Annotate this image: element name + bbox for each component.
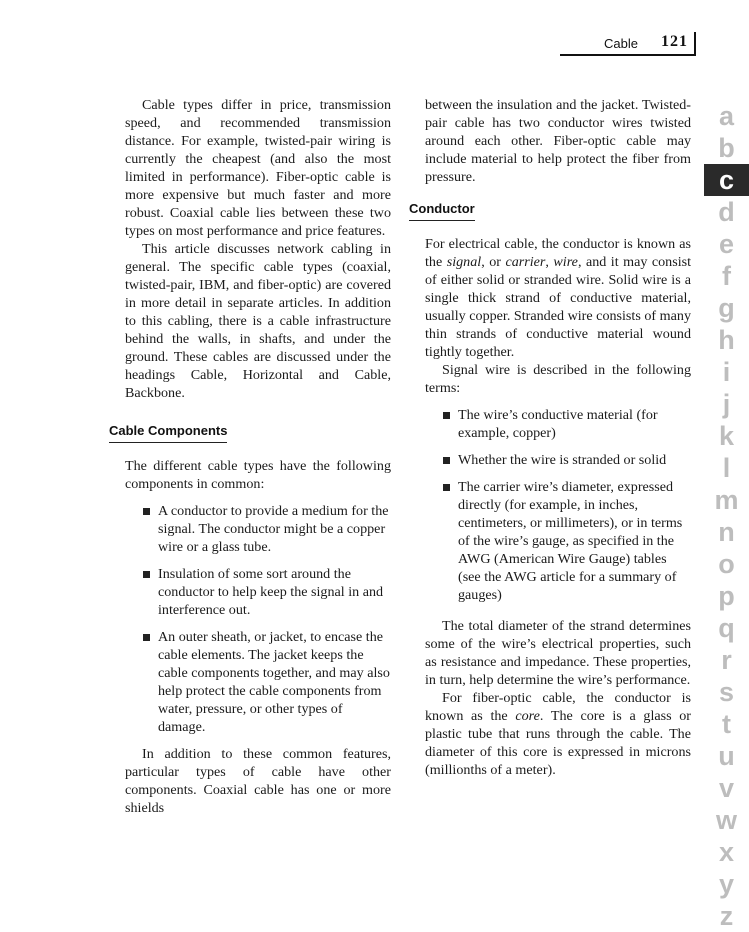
cable-components-heading: Cable Components	[109, 422, 227, 443]
thumb-index-letter-x: x	[718, 837, 735, 867]
thumb-index-letter-r: r	[721, 645, 732, 675]
thumb-index-letter-d: d	[718, 197, 735, 227]
running-header	[560, 32, 696, 56]
thumb-index-letter-h: h	[718, 325, 735, 355]
thumb-index-letter-e: e	[718, 229, 735, 259]
list-item: An outer sheath, or jacket, to encase the cable elements. The jacket keeps the cable components together, and may also help protect the cable components from water, pressure, or other types of damage.	[109, 628, 391, 736]
thumb-index-letter-i: i	[722, 357, 731, 387]
thumb-index-letter-c: c	[704, 164, 749, 196]
thumb-index-letter-t: t	[722, 709, 731, 739]
conductor-paragraph-2: Signal wire is described in the following terms:	[425, 362, 691, 396]
components-tail: In addition to these common features, particular types of cable have other components. Coaxial cable has one or more shields	[125, 746, 391, 816]
intro-paragraph-2: This article discusses network cabling in general. The specific cable types (coaxial, twisted-pair, IBM, and fiber-optic) are covered in more detail in separate articles. In addition to this cabling, there is a cable infrastructure behind the walls, in shafts, and under the ground. These cables are discussed under the headings Cable, Horizontal and Cable, Backbone.	[125, 241, 391, 401]
thumb-index	[704, 100, 749, 932]
thumb-index-letter-q: q	[718, 613, 735, 643]
right-column	[409, 96, 691, 779]
thumb-index-letter-v: v	[718, 773, 735, 803]
list-item: Insulation of some sort around the conductor to help keep the signal in and interference out.	[109, 565, 391, 619]
components-list	[109, 502, 391, 736]
thumb-index-letter-b: b	[718, 133, 735, 163]
thumb-index-letter-l: l	[722, 453, 731, 483]
thumb-index-letter-g: g	[718, 293, 735, 323]
list-item: A conductor to provide a medium for the signal. The conductor might be a copper wire or a glass tube.	[109, 502, 391, 556]
list-item: The carrier wire’s diameter, expressed directly (for example, in inches, centimeters, or millimeters), or in terms of the wire’s gauge, as specified in the AWG (American Wire Gauge) tables (see the AWG article for a summary of gauges)	[409, 478, 691, 604]
section-title: Cable	[604, 36, 638, 51]
list-item: The wire’s conductive material (for example, copper)	[409, 406, 691, 442]
signal-wire-terms-list	[409, 406, 691, 604]
thumb-index-letter-a: a	[718, 101, 735, 131]
thumb-index-letter-w: w	[715, 805, 737, 835]
page-number: 121	[661, 33, 688, 50]
conductor-heading: Conductor	[409, 200, 475, 221]
continued-paragraph: between the insulation and the jacket. Twisted-pair cable has two conductor wires twisted around each other. Fiber-optic cable may include material to help protect the fiber from pressure.	[425, 97, 691, 185]
conductor-paragraph-1: For electrical cable, the conductor is known as the signal, or carrier, wire, and it may consist of either solid or stranded wire. Solid wire is a single thick strand of conductive material, usually copper. Stranded wire consists of many thin strands of conductive material wound tightly together.	[425, 236, 692, 360]
conductor-paragraph-3: The total diameter of the strand determines some of the wire’s electrical properties, such as resistance and impedance. These properties, in turn, help determine the wire’s performance.	[425, 618, 691, 688]
thumb-index-letter-n: n	[718, 517, 735, 547]
intro-paragraph-1: Cable types differ in price, transmission speed, and recommended transmission distance. For example, twisted-pair wiring is currently the cheapest (and also the most limited in performance). Fiber-optic cable is more expensive but much faster and more robust. Coaxial cable lies between these two types on most performance and price features.	[125, 97, 391, 239]
thumb-index-letter-y: y	[718, 869, 735, 899]
components-intro: The different cable types have the following components in common:	[125, 458, 391, 492]
left-column	[109, 96, 391, 817]
thumb-index-letter-m: m	[714, 485, 739, 515]
thumb-index-letter-s: s	[718, 677, 735, 707]
thumb-index-letter-k: k	[718, 421, 735, 451]
thumb-index-letter-o: o	[718, 549, 735, 579]
thumb-index-letter-u: u	[718, 741, 735, 771]
thumb-index-letter-p: p	[718, 581, 735, 611]
list-item: Whether the wire is stranded or solid	[409, 451, 691, 469]
conductor-paragraph-4: For fiber-optic cable, the conductor is known as the core. The core is a glass or plastic tube that runs through the cable. The diameter of this core is expressed in microns (millionths of a meter).	[425, 690, 691, 778]
thumb-index-letter-z: z	[719, 901, 734, 931]
thumb-index-letter-j: j	[722, 389, 731, 419]
thumb-index-letter-f: f	[722, 261, 731, 291]
